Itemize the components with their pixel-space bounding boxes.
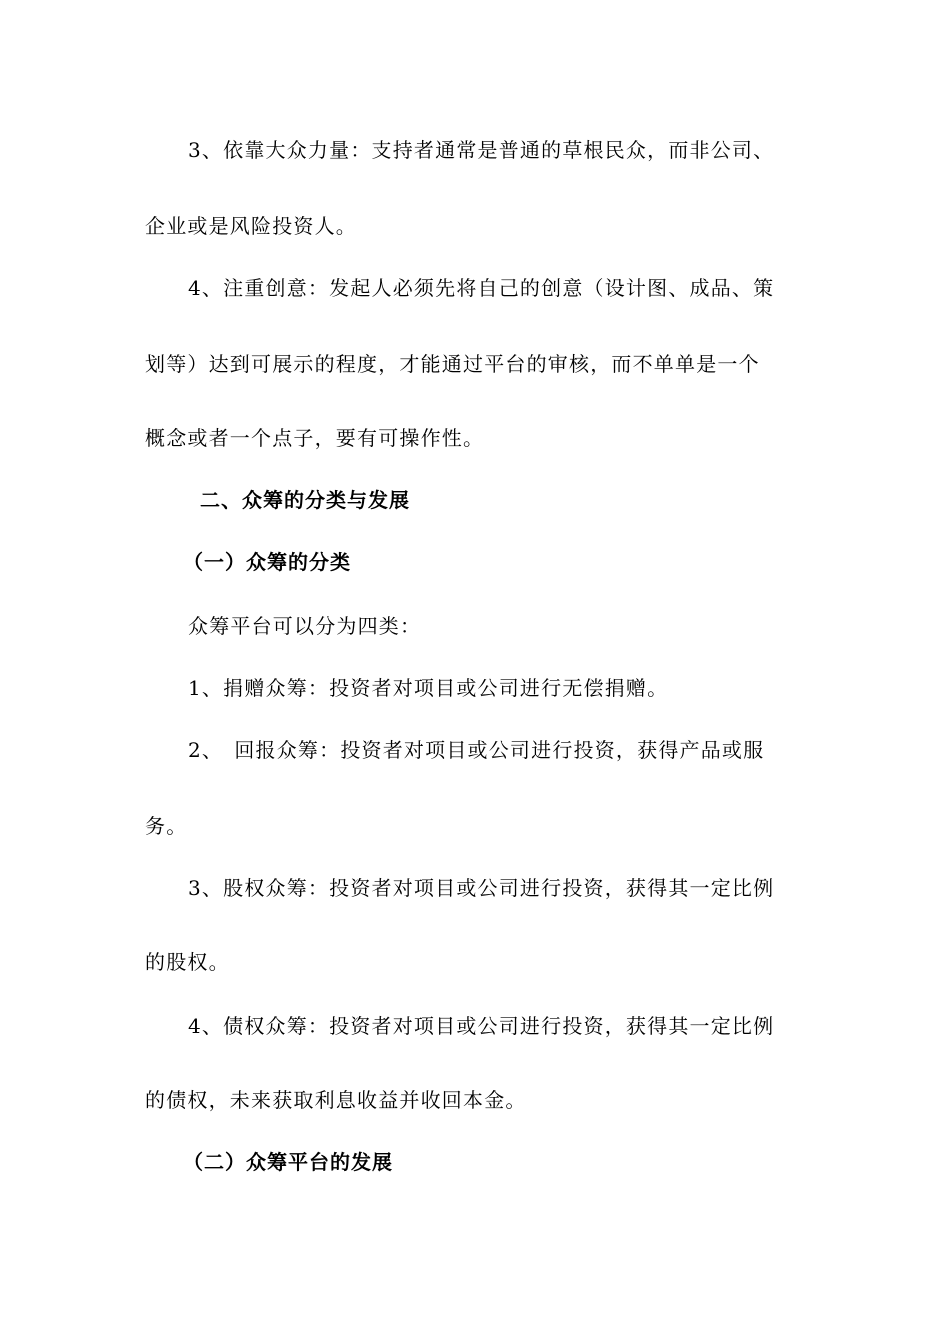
list-item-continuation: 的债权，未来获取利息收益并收回本金。 <box>145 1088 527 1112</box>
list-item: 1、捐赠众筹：投资者对项目或公司进行无偿捐赠。 <box>188 676 669 700</box>
subsection-heading: （二）众筹平台的发展 <box>183 1150 393 1174</box>
section-heading: 二、众筹的分类与发展 <box>200 488 410 512</box>
list-item: 4、债权众筹：投资者对项目或公司进行投资，获得其一定比例 <box>188 1014 775 1038</box>
list-item-continuation: 的股权。 <box>145 950 230 974</box>
paragraph-line: 概念或者一个点子，要有可操作性。 <box>145 426 485 450</box>
paragraph-line: 众筹平台可以分为四类： <box>188 614 422 638</box>
paragraph-line: 企业或是风险投资人。 <box>145 214 357 238</box>
list-item: 3、股权众筹：投资者对项目或公司进行投资，获得其一定比例 <box>188 876 775 900</box>
paragraph-line: 划等）达到可展示的程度，才能通过平台的审核，而不单单是一个 <box>145 352 760 376</box>
list-item-continuation: 务。 <box>145 814 188 838</box>
list-item: 2、 回报众筹：投资者对项目或公司进行投资，获得产品或服 <box>188 738 765 762</box>
paragraph-line: 4、注重创意：发起人必须先将自己的创意（设计图、成品、策 <box>188 276 775 300</box>
subsection-heading: （一）众筹的分类 <box>183 550 351 574</box>
paragraph-line: 3、依靠大众力量：支持者通常是普通的草根民众，而非公司、 <box>188 138 775 162</box>
